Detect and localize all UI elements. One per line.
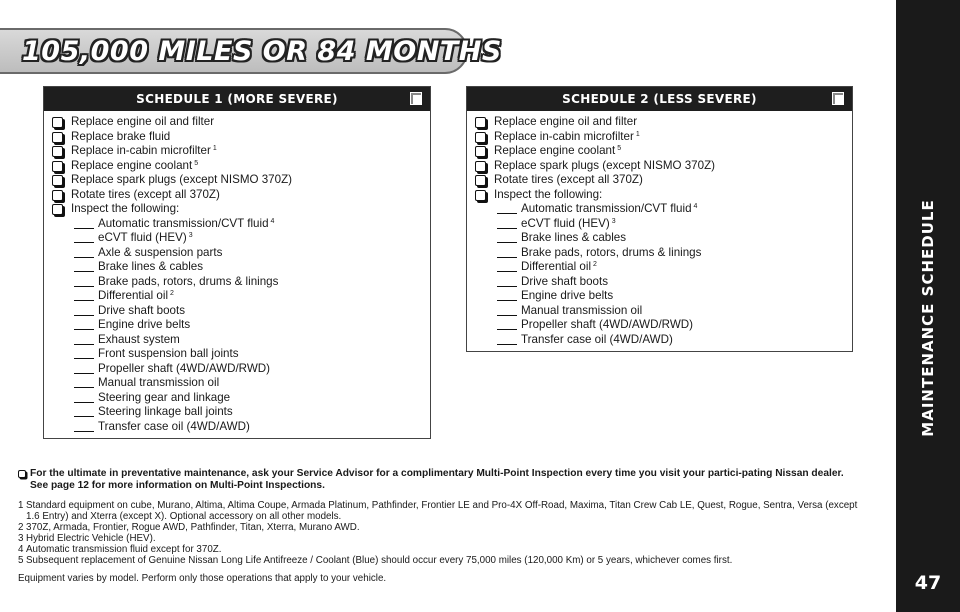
footnote-ref: 5: [617, 145, 622, 152]
inspection-subitem: [475, 275, 852, 290]
check-blank-line[interactable]: [74, 362, 94, 374]
footnote-ref: 3: [611, 217, 616, 225]
footnote-number: 5: [18, 555, 24, 566]
inspection-subitem: [475, 333, 852, 348]
check-blank-line[interactable]: [74, 231, 94, 243]
note-checkbox[interactable]: [18, 470, 26, 478]
subitem-label: Manual transmission oil: [98, 376, 220, 389]
check-blank-line[interactable]: [497, 304, 517, 316]
check-blank-line[interactable]: [74, 304, 94, 316]
subitem-label: Transfer case oil (4WD/AWD): [521, 332, 673, 346]
item-checkbox[interactable]: [475, 146, 486, 157]
schedule-2-box: [466, 86, 853, 352]
inspection-subitem: [52, 246, 430, 261]
footnote-text: Subsequent replacement of Genuine Nissan Long Life Antifreeze / Coolant (Blue) should occur every 75,000 miles (120,000 Km) or 5 years, whichever comes first.: [26, 555, 733, 566]
check-blank-line[interactable]: [74, 333, 94, 345]
subitem-label: Differential oil: [521, 260, 592, 273]
check-blank-line[interactable]: [497, 246, 517, 258]
check-blank-line[interactable]: [497, 231, 517, 243]
footnote-text: Hybrid Electric Vehicle (HEV).: [26, 533, 156, 544]
checklist-item: [52, 144, 430, 159]
item-label: Replace spark plugs (except NISMO 370Z): [494, 158, 716, 172]
inspection-subitem: [475, 318, 852, 333]
footnotes: [18, 500, 863, 566]
check-blank-line[interactable]: [497, 275, 517, 287]
check-blank-line[interactable]: [497, 217, 517, 229]
subitem-label: Brake lines & cables: [521, 231, 627, 244]
footnote-number: 3: [18, 533, 24, 544]
check-blank-line[interactable]: [497, 202, 517, 214]
side-tab: [896, 0, 960, 612]
check-blank-line[interactable]: [74, 391, 94, 403]
subitem-label: Drive shaft boots: [521, 274, 608, 288]
inspection-subitem: [475, 231, 852, 246]
footnote: [18, 544, 863, 555]
schedule-2-header: [467, 87, 852, 111]
subitem-label: Differential oil: [98, 289, 169, 302]
checklist-item: [52, 130, 430, 145]
item-checkbox[interactable]: [475, 132, 486, 143]
subitem-label: Manual transmission oil: [521, 303, 643, 317]
schedule-1-title: SCHEDULE 1 (MORE SEVERE): [136, 92, 338, 106]
item-checkbox[interactable]: [52, 190, 63, 201]
item-label: Inspect the following:: [494, 187, 603, 201]
inspection-subitem: [52, 420, 430, 435]
subitem-label: Axle & suspension parts: [98, 245, 223, 259]
check-blank-line[interactable]: [74, 275, 94, 287]
item-checkbox[interactable]: [52, 132, 63, 143]
inspection-subitem: [475, 246, 852, 261]
checklist-item: [475, 159, 852, 174]
check-blank-line[interactable]: [74, 217, 94, 229]
schedule-1-header: [44, 87, 430, 111]
multi-point-inspection-note: [18, 468, 858, 492]
inspection-subitem: [475, 304, 852, 319]
footnote-ref: 1: [635, 130, 640, 138]
footnote-ref: 4: [693, 203, 698, 210]
check-blank-line[interactable]: [74, 260, 94, 272]
item-checkbox[interactable]: [52, 146, 63, 157]
schedule-2-list: [467, 111, 852, 347]
check-blank-line[interactable]: [74, 405, 94, 417]
inspection-subitem: [52, 347, 430, 362]
check-blank-line[interactable]: [74, 420, 94, 432]
checklist-item: [52, 115, 430, 130]
footnote: [18, 522, 863, 533]
checklist-item: [475, 115, 852, 130]
subitem-label: Automatic transmission/CVT fluid: [98, 216, 269, 230]
checklist-item: [475, 144, 852, 159]
item-label: Replace engine coolant: [71, 158, 193, 172]
item-label: Rotate tires (except all 370Z): [71, 187, 220, 201]
subitem-label: Transfer case oil (4WD/AWD): [98, 419, 250, 433]
checklist-item: [475, 130, 852, 145]
inspection-subitem: [475, 202, 852, 217]
subitem-label: Propeller shaft (4WD/AWD/RWD): [98, 361, 270, 375]
footnote-text: Standard equipment on cube, Murano, Altima, Altima Coupe, Armada Platinum, Pathfinder, Frontier LE and Pro-4X Off-Road, Maxima, Titan Crew Cab LE, Quest, Rogue, Sentra, Versa (except 1.6 Entry) and Xterra (except X). Optional accessory on all other models.: [26, 500, 858, 522]
inspection-subitem: [475, 260, 852, 275]
equipment-note: Equipment varies by model. Perform only those operations that apply to your vehicle.: [18, 573, 387, 584]
footnote-text: Automatic transmission fluid except for 370Z.: [26, 544, 222, 555]
inspection-subitem: [52, 376, 430, 391]
inspection-subitem: [52, 289, 430, 304]
item-checkbox[interactable]: [52, 161, 63, 172]
subitem-label: Propeller shaft (4WD/AWD/RWD): [521, 318, 693, 331]
item-label: Replace brake fluid: [71, 129, 171, 143]
footnote-number: 2: [18, 522, 24, 533]
item-checkbox[interactable]: [52, 204, 63, 215]
checklist-item: [475, 188, 852, 203]
footnote-number: 1: [18, 500, 24, 511]
inspection-subitem: [52, 231, 430, 246]
schedule-1-box: [43, 86, 431, 439]
subitem-label: Automatic transmission/CVT fluid: [521, 202, 692, 215]
check-blank-line[interactable]: [497, 289, 517, 301]
footnote-ref: 2: [593, 261, 597, 268]
subitem-label: eCVT fluid (HEV): [98, 231, 187, 244]
check-blank-line[interactable]: [497, 333, 517, 345]
subitem-label: Exhaust system: [98, 332, 180, 346]
title-banner: [0, 28, 502, 74]
check-blank-line[interactable]: [74, 289, 94, 301]
subitem-label: Brake lines & cables: [98, 260, 204, 273]
item-checkbox[interactable]: [52, 117, 63, 128]
footnote: [18, 555, 863, 566]
item-label: Replace engine oil and filter: [71, 115, 215, 128]
footnote-ref: 2: [170, 290, 174, 297]
footnote-text: 370Z, Armada, Frontier, Rogue AWD, Pathfinder, Titan, Xterra, Murano AWD.: [26, 522, 360, 533]
schedule-2-title: SCHEDULE 2 (LESS SEVERE): [562, 92, 757, 106]
subitem-label: Engine drive belts: [521, 289, 614, 302]
footnote-ref: 1: [212, 145, 217, 152]
item-checkbox[interactable]: [475, 190, 486, 201]
item-label: Replace engine oil and filter: [494, 115, 638, 128]
checklist-item: [52, 173, 430, 188]
check-blank-line[interactable]: [497, 318, 517, 330]
item-label: Inspect the following:: [71, 202, 180, 215]
subitem-label: Engine drive belts: [98, 318, 191, 331]
item-checkbox[interactable]: [475, 161, 486, 172]
footnote: [18, 500, 863, 522]
item-checkbox[interactable]: [52, 175, 63, 186]
schedule-2-header-checkbox[interactable]: [832, 92, 844, 105]
page-number: 47: [914, 572, 942, 594]
footnote-ref: 4: [270, 217, 275, 225]
subitem-label: Steering linkage ball joints: [98, 405, 233, 418]
inspection-subitem: [52, 217, 430, 232]
inspection-subitem: [52, 405, 430, 420]
footnote-ref: 5: [194, 159, 199, 167]
subitem-label: Brake pads, rotors, drums & linings: [98, 274, 279, 288]
inspection-subitem: [52, 391, 430, 406]
checklist-item: [52, 159, 430, 174]
page-title: 105,000 MILES OR 84 MONTHS: [22, 36, 502, 67]
checklist-item: [52, 202, 430, 217]
schedule-1-list: [44, 111, 430, 434]
schedule-1-header-checkbox[interactable]: [410, 92, 422, 105]
footnote-number: 4: [18, 544, 24, 555]
subitem-label: eCVT fluid (HEV): [521, 216, 610, 230]
check-blank-line[interactable]: [74, 376, 94, 388]
side-section-label: MAINTENANCE SCHEDULE: [919, 199, 937, 437]
check-blank-line[interactable]: [74, 347, 94, 359]
checklist-item: [475, 173, 852, 188]
check-blank-line[interactable]: [74, 246, 94, 258]
inspection-subitem: [475, 217, 852, 232]
inspection-subitem: [52, 260, 430, 275]
item-checkbox[interactable]: [475, 175, 486, 186]
item-label: Replace in-cabin microfilter: [71, 144, 211, 157]
inspection-subitem: [475, 289, 852, 304]
check-blank-line[interactable]: [497, 260, 517, 272]
item-label: Replace in-cabin microfilter: [494, 129, 634, 143]
subitem-label: Brake pads, rotors, drums & linings: [521, 245, 702, 259]
item-label: Replace engine coolant: [494, 144, 616, 157]
inspection-subitem: [52, 275, 430, 290]
footnote: [18, 533, 863, 544]
item-checkbox[interactable]: [475, 117, 486, 128]
item-label: Rotate tires (except all 370Z): [494, 173, 643, 186]
item-label: Replace spark plugs (except NISMO 370Z): [71, 173, 293, 186]
inspection-subitem: [52, 318, 430, 333]
subitem-label: Steering gear and linkage: [98, 390, 231, 404]
inspection-subitem: [52, 362, 430, 377]
note-text: For the ultimate in preventative maintenance, ask your Service Advisor for a complimentary Multi-Point Inspection every time you visit your partici-pating Nissan dealer. See page 12 for more information on Multi-Point Inspections.: [30, 468, 844, 491]
check-blank-line[interactable]: [74, 318, 94, 330]
checklist-item: [52, 188, 430, 203]
subitem-label: Front suspension ball joints: [98, 347, 239, 360]
subitem-label: Drive shaft boots: [98, 303, 185, 317]
inspection-subitem: [52, 304, 430, 319]
inspection-subitem: [52, 333, 430, 348]
footnote-ref: 3: [188, 232, 193, 239]
